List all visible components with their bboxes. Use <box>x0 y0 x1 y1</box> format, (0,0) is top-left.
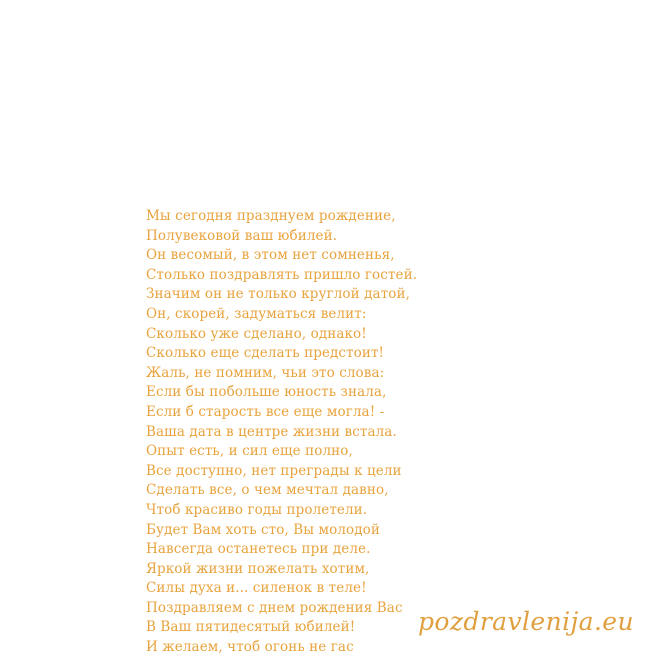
poem-line: Он, скорей, задуматься велит: <box>146 305 367 322</box>
poem-line: Ваша дата в центре жизни встала. <box>146 423 397 440</box>
poem-line: Сколько еще сделать предстоит! <box>146 345 385 362</box>
poem-line: Сколько уже сделано, однако! <box>146 325 367 342</box>
poem-line: И желаем, чтоб огонь не гас <box>146 639 354 656</box>
poem-line: Столько поздравлять пришло гостей. <box>146 266 418 283</box>
poem-line: Яркой жизни пожелать хотим, <box>146 560 370 577</box>
poem-line: Мы сегодня празднуем рождение, <box>146 208 396 224</box>
poem-line: Он весомый, в этом нет сомненья, <box>146 247 395 264</box>
site-watermark: pozdravlenija.eu <box>418 607 634 636</box>
poem-line: Силы духа и... силенок в теле! <box>146 580 367 597</box>
poem-line: Навсегда останетесь при деле. <box>146 541 371 558</box>
poem-line: Все доступно, нет преграды к цели <box>146 462 402 479</box>
poem-line: Если бы побольше юность знала, <box>146 384 387 401</box>
poem-line: Полувековой ваш юбилей. <box>146 227 338 244</box>
poem-line: Опыт есть, и сил еще полно, <box>146 443 353 460</box>
poem-line: Поздравляем с днем рождения Вас <box>146 599 403 616</box>
poem-line: Будет Вам хоть сто, Вы молодой <box>146 521 381 538</box>
poem-line: Значим он не только круглой датой, <box>146 286 410 303</box>
poem-text-block <box>146 207 616 658</box>
poem-line: В Ваш пятидесятый юбилей! <box>146 619 356 636</box>
poem-line: Чтоб красиво годы пролетели. <box>146 501 368 518</box>
poem-line: Если б старость все еще могла! - <box>146 403 385 420</box>
poem-line: Сделать все, о чем мечтал давно, <box>146 482 389 499</box>
poem-line: Жаль, не помним, чьи это слова: <box>146 364 385 381</box>
